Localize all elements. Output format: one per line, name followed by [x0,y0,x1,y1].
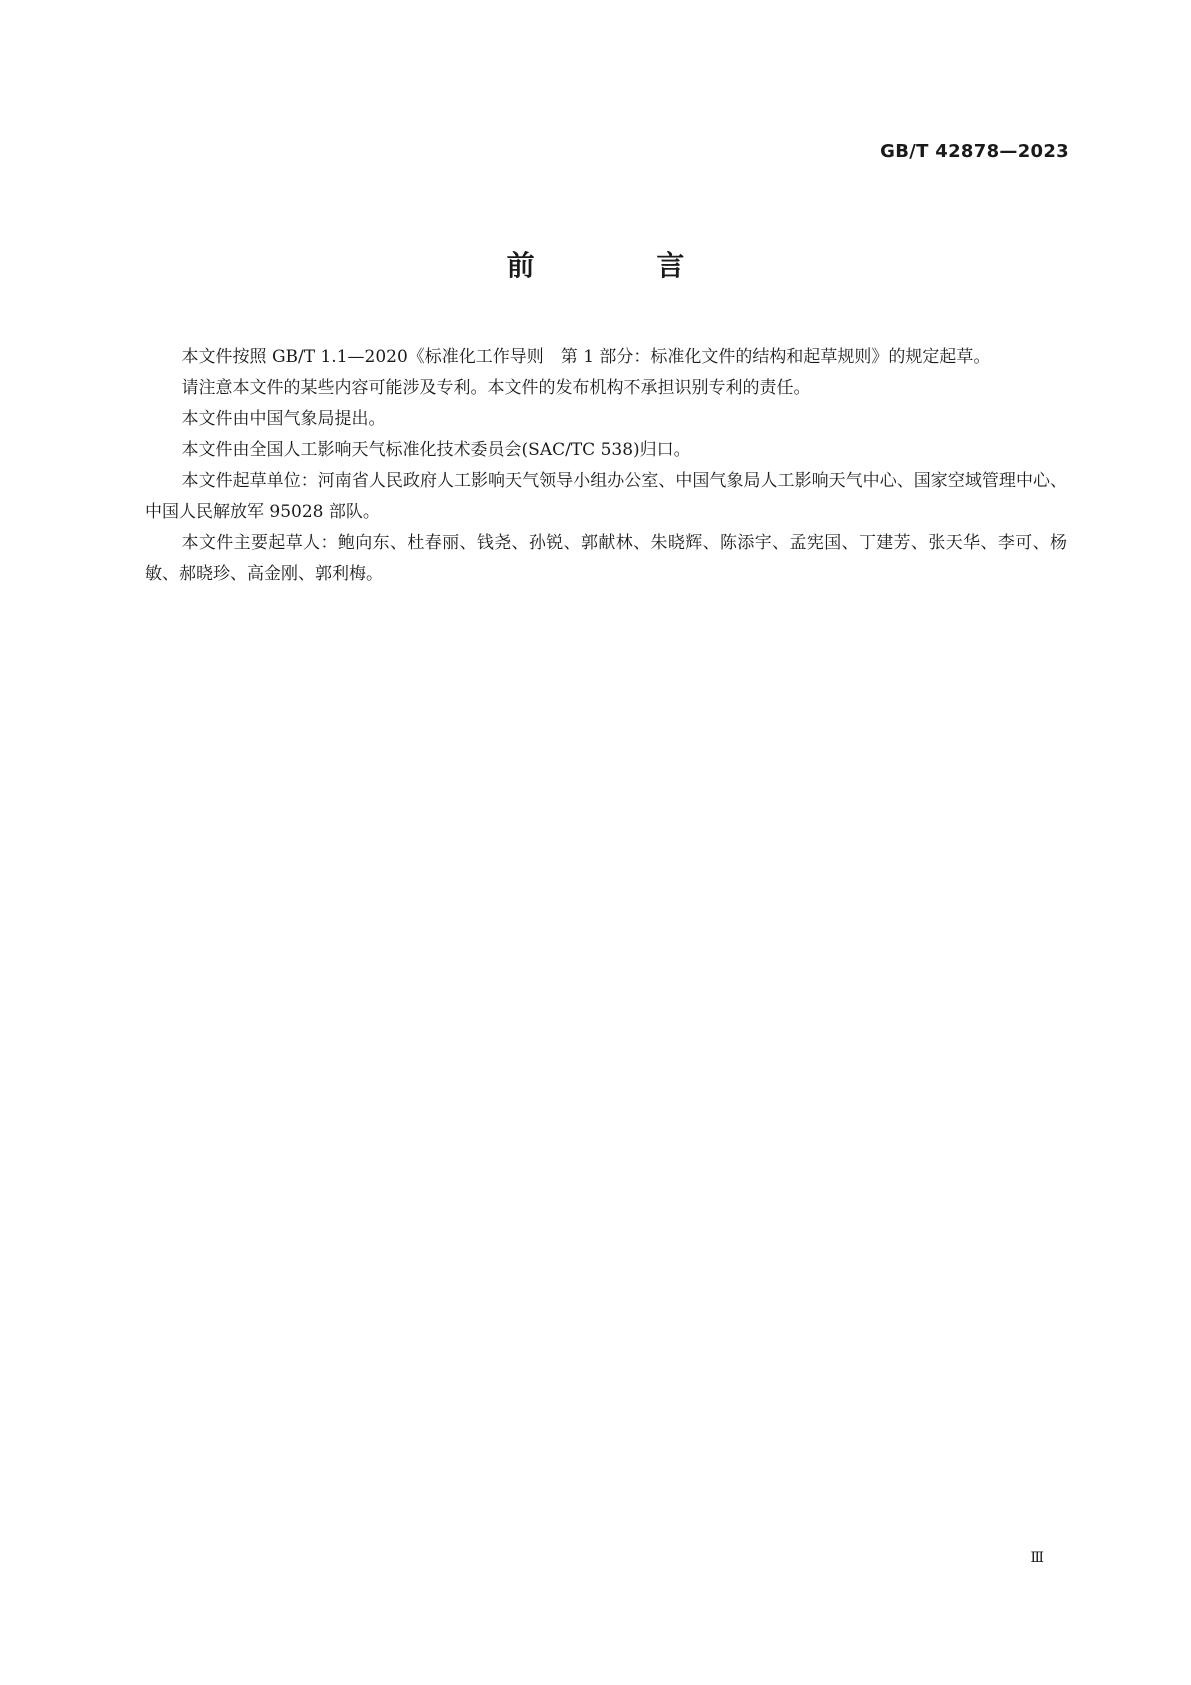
standard-code: GB/T 42878—2023 [880,141,1069,162]
paragraph-drafters: 本文件主要起草人：鲍向东、杜春丽、钱尧、孙锐、郭献林、朱晓辉、陈添宇、孟宪国、丁建芳、张天华、李可、杨敏、郝晓珍、高金刚、郭利梅。 [145,533,1067,584]
paragraph-patent-notice: 请注意本文件的某些内容可能涉及专利。本文件的发布机构不承担识别专利的责任。 [181,378,811,398]
page-number: Ⅲ [1030,1550,1044,1566]
page-title: 前 言 [506,249,741,282]
paragraph-committee: 本文件由全国人工影响天气标准化技术委员会(SAC/TC 538)归口。 [181,440,691,460]
preface-body [145,342,1067,590]
paragraph-drafting-rules: 本文件按照 GB/T 1.1—2020《标准化工作导则 第 1 部分：标准化文件的结构和起草规则》的规定起草。 [181,347,991,367]
paragraph-proposer: 本文件由中国气象局提出。 [181,409,386,429]
paragraph-drafting-units: 本文件起草单位：河南省人民政府人工影响天气领导小组办公室、中国气象局人工影响天气中心、国家空域管理中心、中国人民解放军 95028 部队。 [145,471,1067,522]
